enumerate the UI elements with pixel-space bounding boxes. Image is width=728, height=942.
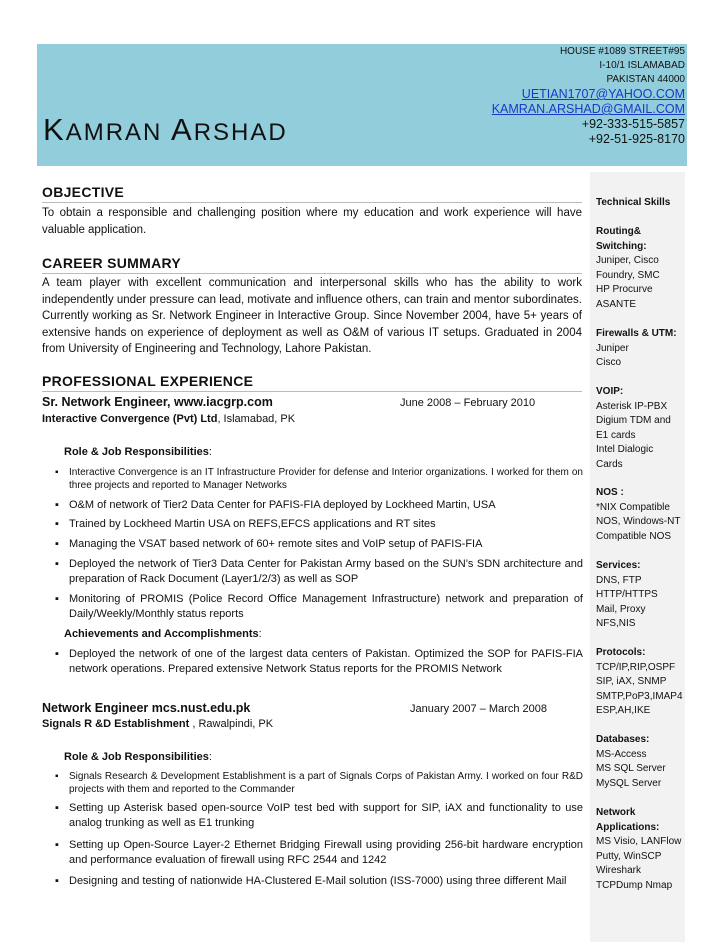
section-divider xyxy=(42,391,582,392)
job-dates: June 2008 – February 2010 xyxy=(400,397,536,409)
skills-voip: VOIP: Asterisk IP-PBX Digium TDM and E1 cards Intel Dialogic Cards xyxy=(596,386,671,470)
skills-databases: Databases: MS-Access MS SQL Server MySQL Server xyxy=(596,734,666,789)
list-item: ▪ Interactive Convergence is an IT Infrastructure Provider for defense and Interior organizations. I worked for them on three projects and reported to Manager Networks xyxy=(55,467,583,491)
email-link[interactable]: KAMRAN.ARSHAD@GMAIL.COM xyxy=(491,102,685,116)
list-item: ▪ Deployed the network of one of the largest data centers of Pakistan. Optimized the SOP for PAFIS-FIA network operations. Prepared extensive Network Status reports for the PROMIS Network xyxy=(55,648,583,675)
address-line: PAKISTAN 44000 xyxy=(606,74,685,85)
address-line: I-10/1 ISLAMABAD xyxy=(599,60,685,71)
list-item: ▪ Managing the VSAT based network of 60+ remote sites and VoIP setup of PAFIS-FIA xyxy=(55,538,483,550)
phone-number: +92-333-515-5857 xyxy=(581,117,685,131)
section-divider xyxy=(42,202,582,203)
objective-heading: OBJECTIVE xyxy=(42,184,125,200)
job-title: Network Engineer mcs.nust.edu.pk xyxy=(42,701,251,715)
job-organization: Interactive Convergence (Pvt) Ltd, Islamabad, PK xyxy=(42,413,296,425)
job-organization: Signals R &D Establishment , Rawalpindi, PK xyxy=(42,718,274,730)
email-link[interactable]: UETIAN1707@YAHOO.COM xyxy=(521,87,685,101)
skills-protocols: Protocols: TCP/IP,RIP,OSPF SIP, iAX, SNMP SMTP,PoP3,IMAP4 ESP,AH,IKE xyxy=(596,647,683,716)
list-item: ▪ Signals Research & Development Establishment is a part of Signals Corps of Pakistan Army. I worked on four R&D projects with them and reported to the Commander xyxy=(55,771,583,795)
job-title: Sr. Network Engineer, www.iacgrp.com xyxy=(42,395,273,409)
achievements-heading: Achievements and Accomplishments: xyxy=(64,628,262,640)
roles-heading: Role & Job Responsibilities: xyxy=(64,751,212,763)
section-divider xyxy=(42,273,582,274)
skills-services: Services: DNS, FTP HTTP/HTTPS Mail, Proxy NFS,NIS xyxy=(596,560,658,629)
list-item: ▪ O&M of network of Tier2 Data Center for PAFIS-FIA deployed by Lockheed Martin, USA xyxy=(55,499,496,511)
career-summary-heading: CAREER SUMMARY xyxy=(42,255,182,271)
list-item: ▪ Designing and testing of nationwide HA-Clustered E-Mail solution (ISS-7000) using three different Mail xyxy=(55,875,567,887)
job-dates: January 2007 – March 2008 xyxy=(410,703,547,715)
list-item: ▪ Monitoring of PROMIS (Police Record Office Management Infrastructure) network and preparation of Daily/Weekly/Monthly status reports xyxy=(55,593,583,620)
skills-network-apps: Network Applications: MS Visio, LANFlow Putty, WinSCP Wireshark TCPDump Nmap xyxy=(596,807,682,891)
skills-routing: Routing& Switching: Juniper, Cisco Foundry, SMC HP Procurve ASANTE xyxy=(596,226,660,310)
list-item: ▪ Trained by Lockheed Martin USA on REFS,EFCS applications and RT sites xyxy=(55,518,436,530)
list-item: ▪ Setting up Asterisk based open-source VoIP test bed with support for SIP, iAX and functionality to use analog trunking as well as E1 trunking xyxy=(55,802,583,829)
phone-number: +92-51-925-8170 xyxy=(588,132,685,146)
list-item: ▪ Deployed the network of Tier3 Data Center for Pakistan Army based on the SUN’s SDN architecture and preparation of Rack Document (Layer1/2/3) as well as SOP xyxy=(55,558,583,585)
skills-nos: NOS : *NIX Compatible NOS, Windows-NT Compatible NOS xyxy=(596,487,681,542)
address-line: HOUSE #1089 STREET#95 xyxy=(559,46,685,57)
sidebar-title: Technical Skills xyxy=(596,197,671,208)
list-item: ▪ Setting up Open-Source Layer-2 Ethernet Bridging Firewall using providing 256-bit hardware encryption and performance evaluation of firewall using RFC 2544 and 1242 xyxy=(55,839,583,866)
candidate-name: KAMRAN ARSHAD xyxy=(43,112,288,147)
career-summary-text: A team player with excellent communication and interpersonal skills who has the ability to work independently under pressure can lead, motivate and influence others, can train and mentor subordinates. Currently working as Sr. Network Engineer in Interactive Group. Since November 2004, have 5+ years of extensive hands on experience of deployment as well as O&M of various IT setups. Graduated in 2004 from University of Engineering and Technology, Lahore Pakistan. xyxy=(42,277,582,355)
roles-heading: Role & Job Responsibilities: xyxy=(64,446,212,458)
objective-text: To obtain a responsible and challenging position where my education and work experience will have valuable application. xyxy=(42,207,582,236)
experience-heading: PROFESSIONAL EXPERIENCE xyxy=(42,373,254,389)
contact-block xyxy=(492,45,685,147)
skills-firewalls: Firewalls & UTM: Juniper Cisco xyxy=(596,328,677,368)
